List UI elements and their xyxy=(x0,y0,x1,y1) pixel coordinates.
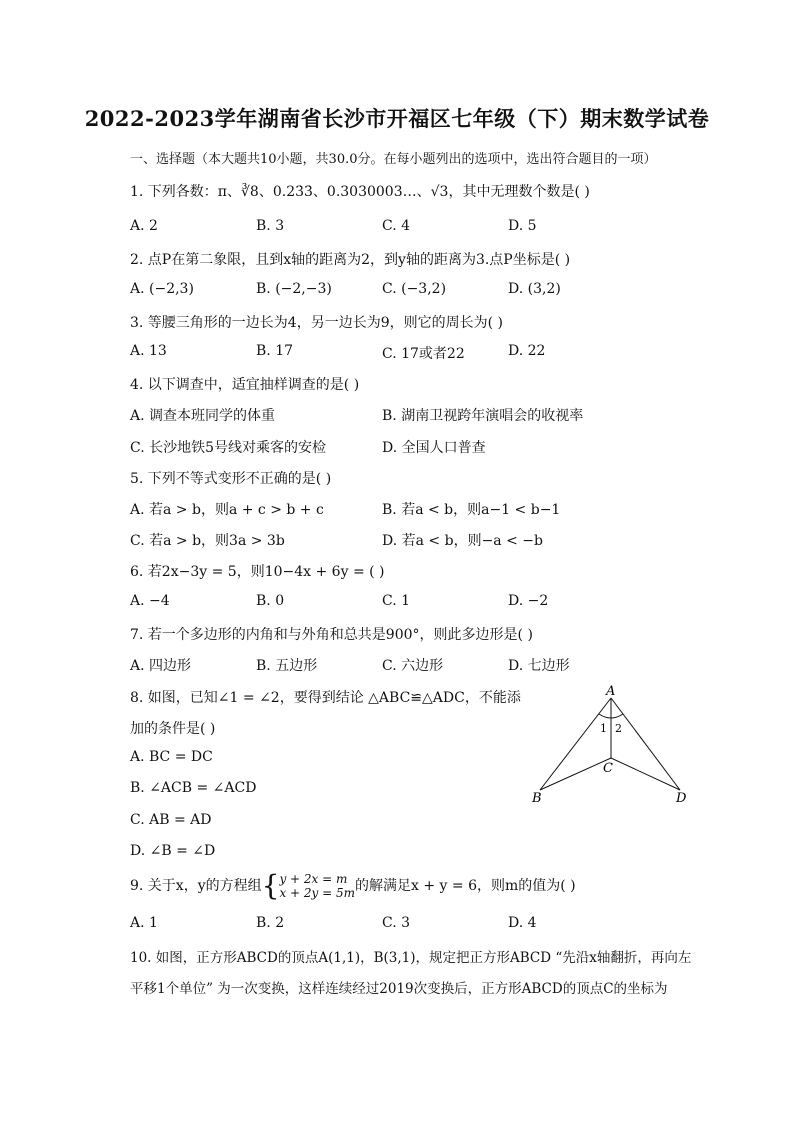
q4-option-d: D. 全国人口普查 xyxy=(382,440,486,456)
equation-system xyxy=(279,872,355,900)
label-b: B xyxy=(532,791,542,806)
q4-option-c: C. 长沙地铁5号线对乘客的安检 xyxy=(130,440,327,456)
q9-eq2: x + 2y = 5m xyxy=(279,886,356,900)
q8-option-d: D. ∠B = ∠D xyxy=(130,843,216,859)
question-3-stem: 3. 等腰三角形的一边长为4，另一边长为9，则它的周长为( ) xyxy=(130,315,503,331)
question-6-stem: 6. 若2x−3y = 5，则10−4x + 6y = ( ) xyxy=(130,564,385,580)
q9-option-b: B. 2 xyxy=(256,915,285,931)
q9-option-d: D. 4 xyxy=(508,915,537,931)
q3-option-c: C. 17或者22 xyxy=(382,346,465,362)
q4-option-a: A. 调查本班同学的体重 xyxy=(130,408,276,424)
q9-stem-pre: 9. 关于x，y的方程组 xyxy=(130,878,262,894)
q7-option-b: B. 五边形 xyxy=(256,658,318,674)
q8-option-c: C. AB = AD xyxy=(130,812,212,828)
q6-option-b: B. 0 xyxy=(256,593,285,609)
label-angle-1: 1 xyxy=(600,722,607,735)
q6-option-c: C. 1 xyxy=(382,593,411,609)
q7-option-c: C. 六边形 xyxy=(382,658,444,674)
question-2-stem: 2. 点P在第二象限，且到x轴的距离为2，到y轴的距离为3.点P坐标是( ) xyxy=(130,252,571,268)
q9-option-c: C. 3 xyxy=(382,915,411,931)
q1-option-a: A. 2 xyxy=(130,218,158,234)
q5-option-c: C. 若a > b，则3a > 3b xyxy=(130,533,285,549)
question-9-stem xyxy=(130,869,576,902)
q5-option-b: B. 若a < b，则a−1 < b−1 xyxy=(382,502,561,518)
q5-option-d: D. 若a < b，则−a < −b xyxy=(382,533,543,549)
q1-option-b: B. 3 xyxy=(256,218,285,234)
triangle-figure xyxy=(525,684,705,810)
q2-option-a: A. (−2,3) xyxy=(130,281,194,297)
question-7-stem: 7. 若一个多边形的内角和与外角和总共是900°，则此多边形是( ) xyxy=(130,627,533,643)
q3-option-b: B. 17 xyxy=(256,343,294,359)
q7-option-a: A. 四边形 xyxy=(130,658,192,674)
q9-eq1: y + 2x = m xyxy=(279,872,348,886)
label-c: C xyxy=(603,761,613,776)
question-8-stem: 8. 如图，已知∠1 = ∠2，要得到结论 △ABC≌△ADC，不能添 xyxy=(130,690,521,706)
q1-option-c: C. 4 xyxy=(382,218,411,234)
question-5-stem: 5. 下列不等式变形不正确的是( ) xyxy=(130,471,332,487)
q2-option-c: C. (−3,2) xyxy=(382,281,447,297)
q8-option-a: A. BC = DC xyxy=(130,749,213,765)
exam-title: 2022-2023学年湖南省长沙市开福区七年级（下）期末数学试卷 xyxy=(84,106,710,131)
question-4-stem: 4. 以下调查中，适宜抽样调查的是( ) xyxy=(130,377,360,393)
label-a: A xyxy=(606,684,616,699)
question-10-stem-cont: 平移1个单位” 为一次变换，这样连续经过2019次变换后，正方形ABCD的顶点C的坐标为 xyxy=(130,981,668,997)
label-angle-2: 2 xyxy=(615,722,622,735)
q1-option-d: D. 5 xyxy=(508,218,537,234)
q2-option-b: B. (−2,−3) xyxy=(256,281,332,297)
section-heading: 一、选择题（本大题共10小题，共30.0分。在每小题列出的选项中，选出符合题目的一项） xyxy=(130,152,657,167)
q4-option-b: B. 湖南卫视跨年演唱会的收视率 xyxy=(382,408,584,424)
q8-option-b: B. ∠ACB = ∠ACD xyxy=(130,780,257,796)
q9-option-a: A. 1 xyxy=(130,915,158,931)
q6-option-d: D. −2 xyxy=(508,593,549,609)
q5-option-a: A. 若a > b，则a + c > b + c xyxy=(130,502,324,518)
q3-option-a: A. 13 xyxy=(130,343,167,359)
question-10-stem: 10. 如图，正方形ABCD的顶点A(1,1)，B(3,1)，规定把正方形ABCD “先沿x轴翻折，再向左 xyxy=(130,950,692,966)
q9-stem-post: 的解满足x + y = 6，则m的值为( ) xyxy=(355,878,576,894)
label-d: D xyxy=(676,791,687,806)
q3-option-d: D. 22 xyxy=(508,343,546,359)
question-1-stem: 1. 下列各数：π、∛8、0.23̇3̇、0.3030003…、√3，其中无理数个数是( ) xyxy=(130,184,590,200)
q7-option-d: D. 七边形 xyxy=(508,658,570,674)
q6-option-a: A. −4 xyxy=(130,593,170,609)
q2-option-d: D. (3,2) xyxy=(508,281,561,297)
question-8-stem-cont: 加的条件是( ) xyxy=(130,721,216,737)
equation-brace: { xyxy=(261,869,280,902)
